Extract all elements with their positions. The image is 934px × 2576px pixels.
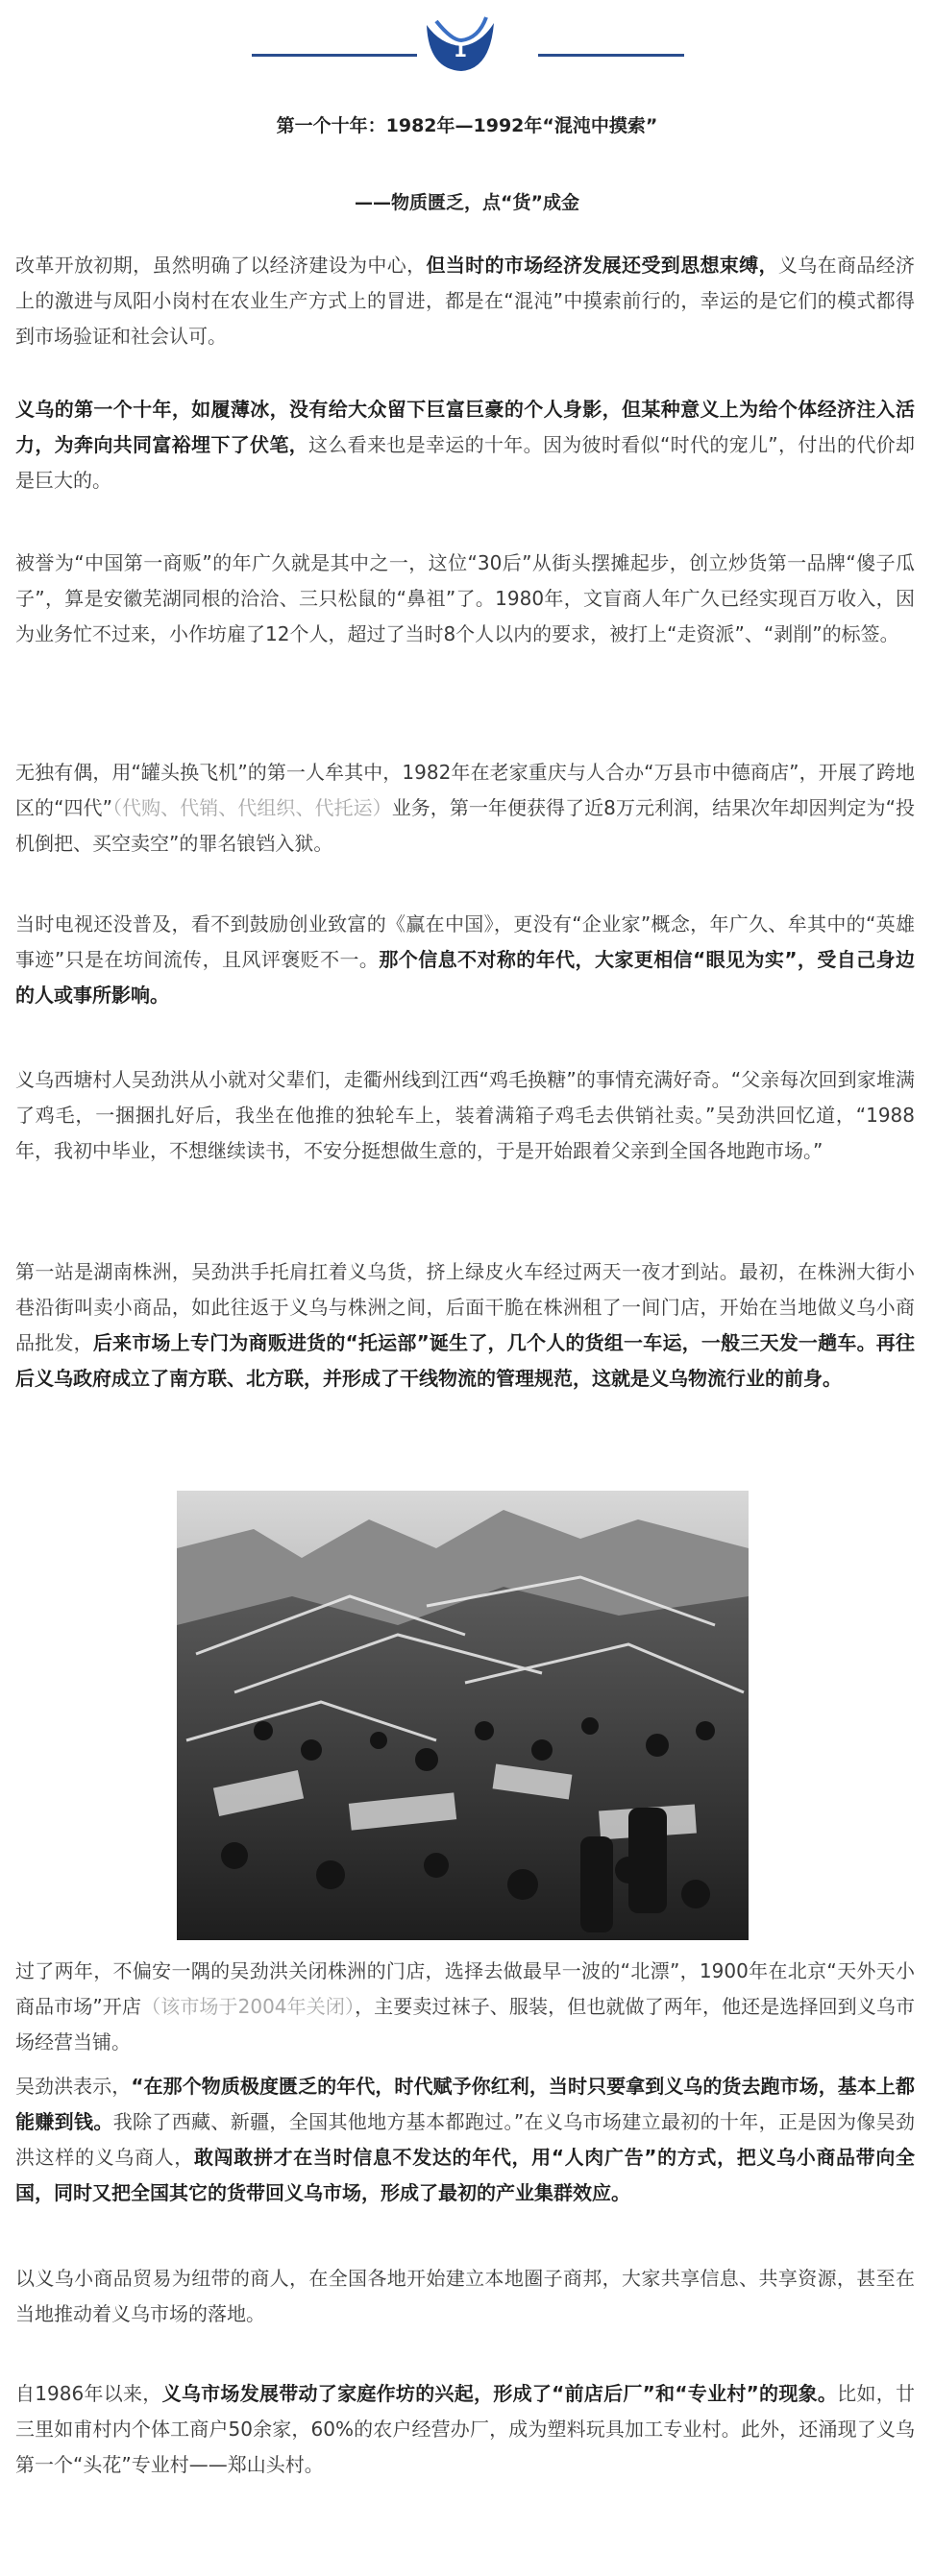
header-line-right	[538, 54, 684, 57]
text: 业务，第一年便获得了近8万元利润，结果次年却因判定为“投机倒把、买空卖空”的罪名锒铛入狱。	[15, 796, 915, 855]
text: 义乌西塘村人吴劲洪从小就对父辈们，走衢州线到江西“鸡毛换糖”的事情充满好奇。“父亲每次回到家堆满了鸡毛，一捆捆扎好后，我坐在他推的独轮车上，装着满箱子鸡毛去供销社卖。”吴劲洪回忆道，“1988年，我初中毕业，不想继续读书，不安分挺想做生意的，于是开始跟着父亲到全国各地跑市场。”	[15, 1068, 915, 1162]
text: 过了两年，不偏安一隅的吴劲洪关闭株洲的门店，选择去做最早一波的“北漂”，1900年在北京“天外天小商品市场”开店	[15, 1959, 915, 2018]
text: 吴劲洪表示，	[15, 2075, 132, 2098]
gray-note: （该市场于2004年关闭）	[141, 1995, 356, 2018]
text: 义乌在商品经济上的激进与凤阳小岗村在农业生产方式上的冒进，都是在“混沌”中摸索前行的，幸运的是它们的模式都得到市场验证和社会认可。	[15, 254, 916, 348]
bold-text: 但当时的市场经济发展还受到思想束缚，	[426, 254, 778, 277]
market-photo	[177, 1491, 749, 1940]
text: 第一站是湖南株洲，吴劲洪手托肩扛着义乌货，挤上绿皮火车经过两天一夜才到站。最初，在株洲大街小巷沿街叫卖小商品，如此往返于义乌与株洲之间，后面干脆在株洲租了一间门店，开始在当地做义乌小商品批发，	[15, 1260, 915, 1354]
text: 我除了西藏、新疆，全国其他地方基本都跑过。”在义乌市场建立最初的十年，正是因为像吴劲洪这样的义乌商人，	[15, 2110, 915, 2169]
paragraph-7	[15, 1254, 915, 1397]
text: 无独有偶，用“罐头换飞机”的第一人牟其中，1982年在老家重庆与人合办“万县市中德商店”，开展了跨地区的“四代”	[15, 761, 915, 819]
text: 当时电视还没普及，看不到鼓励创业致富的《赢在中国》，更没有“企业家”概念，年广久、牟其中的“英雄事迹”只是在坊间流传，且风评褒贬不一。	[15, 912, 915, 971]
text: 比如，廿三里如甫村内个体工商户50余家，60%的农户经营办厂，成为塑料玩具加工专业村。此外，还涌现了义乌第一个“头花”专业村——郑山头村。	[15, 2382, 916, 2476]
section-header	[0, 10, 934, 86]
text: 以义乌小商品贸易为纽带的商人，在全国各地开始建立本地圈子商邦，大家共享信息、共享资源，甚至在当地推动着义乌市场的落地。	[15, 2267, 915, 2325]
paragraph-9	[15, 2069, 915, 2211]
gray-note: （代购、代销、代组织、代托运）	[111, 796, 392, 819]
bold-text: 后来市场上专门为商贩进货的“托运部”诞生了，几个人的货组一车运，一般三天发一趟车。再往后义乌政府成立了南方联、北方联，并形成了干线物流的管理规范，这就是义乌物流行业的前身。	[15, 1331, 915, 1390]
paragraph-10	[15, 2261, 915, 2332]
bold-text: 敢闯敢拼才在当时信息不发达的年代，用“人肉广告”的方式，把义乌小商品带向全国，同时又把全国其它的货带回义乌市场，形成了最初的产业集群效应。	[15, 2146, 916, 2204]
crowded-market-image	[177, 1491, 749, 1940]
paragraph-2	[15, 392, 915, 498]
text: 这么看来也是幸运的十年。因为彼时看似“时代的宠儿”，付出的代价却是巨大的。	[15, 433, 915, 492]
bold-text: 义乌市场发展带动了家庭作坊的兴起，形成了“前店后厂”和“专业村”的现象。	[161, 2382, 838, 2405]
article-title: 第一个十年：1982年—1992年“混沌中摸索”	[276, 115, 658, 136]
text: 被誉为“中国第一商贩”的年广久就是其中之一，这位“30后”从街头摆摊起步，创立炒货第一品牌“傻子瓜子”，算是安徽芜湖同根的洽洽、三只松鼠的“鼻祖”了。1980年，文盲商人年广久已经实现百万收入，因为业务忙不过来，小作坊雇了12个人，超过了当时8个人以内的要求，被打上“走资派”、“剥削”的标签。	[15, 551, 915, 645]
section-number: 1	[454, 38, 467, 61]
header-line-left	[252, 54, 417, 57]
paragraph-4	[15, 755, 915, 862]
text: ，主要卖过袜子、服装，但也就做了两年，他还是选择回到义乌市场经营当铺。	[15, 1995, 915, 2054]
text: 自1986年以来，	[15, 2382, 162, 2405]
paragraph-5	[15, 907, 915, 1013]
paragraph-3	[15, 546, 915, 652]
paragraph-11	[15, 2376, 915, 2483]
article-subtitle: ——物质匮乏，点“货”成金	[355, 192, 579, 213]
paragraph-8	[15, 1954, 915, 2060]
paragraph-6	[15, 1062, 915, 1169]
text: 改革开放初期，虽然明确了以经济建设为中心，	[15, 254, 427, 277]
paragraph-1	[15, 248, 915, 354]
bold-text: 义乌的第一个十年，如履薄冰，没有给大众留下巨富巨豪的个人身影，但某种意义上为给个体经济注入活力，为奔向共同富裕埋下了伏笔，	[15, 398, 915, 456]
bold-text: 那个信息不对称的年代，大家更相信“眼见为实”，受自己身边的人或事所影响。	[15, 948, 915, 1007]
bold-text: “在那个物质极度匮乏的年代，时代赋予你红利，当时只要拿到义乌的货去跑市场，基本上都能赚到钱。	[15, 2075, 915, 2133]
